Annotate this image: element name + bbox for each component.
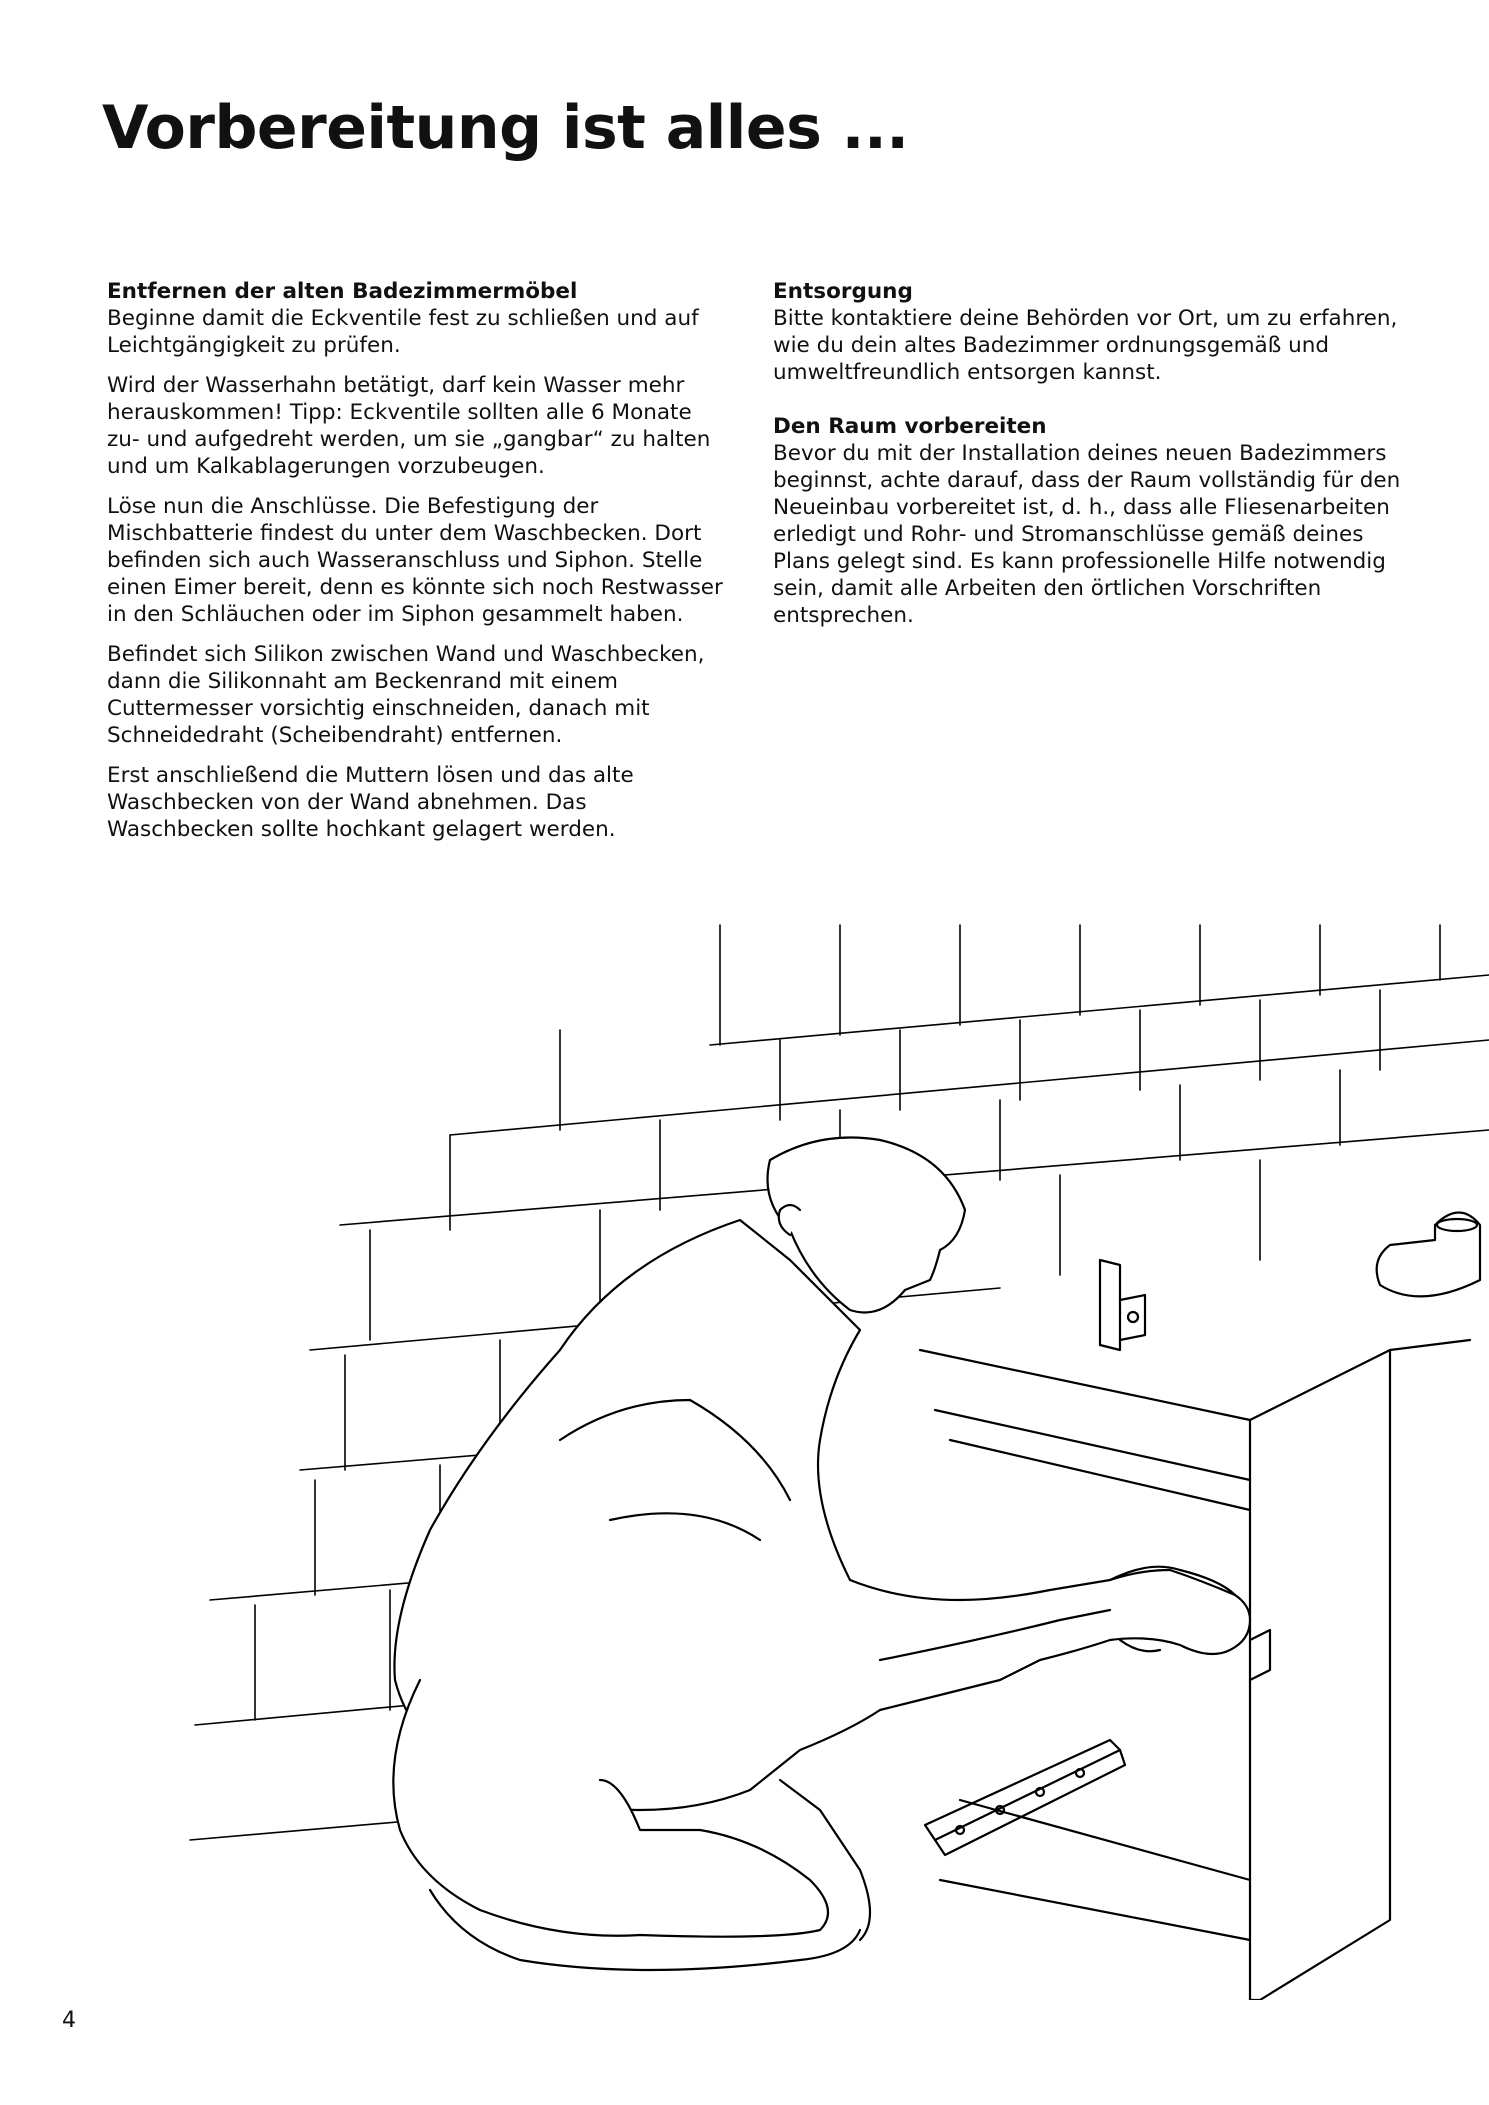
section-entsorgung-heading: Entsorgung — [773, 279, 913, 304]
right-column — [773, 278, 1413, 656]
left-paragraph-4: Befindet sich Silikon zwischen Wand und Waschbecken, dann die Silikonnaht am Beckenrand mit einem Cuttermesser vorsichtig einschneiden, danach mit Schneidedraht (Scheibendraht) entfernen. — [107, 642, 705, 748]
left-paragraph-2: Wird der Wasserhahn betätigt, darf kein Wasser mehr herauskommen! Tipp: Eckventile sollten alle 6 Monate zu- und aufgedreht werden, um sie „gangbar“ zu halten und um Kalkablagerungen vorzubeugen. — [107, 373, 711, 479]
left-paragraph-3: Löse nun die Anschlüsse. Die Befestigung der Mischbatterie findest du unter dem Waschbecken. Dort befinden sich auch Wasseranschluss und Siphon. Stelle einen Eimer bereit, denn es könnte sich noch Restwasser in den Schläuchen oder im Siphon gesammelt haben. — [107, 494, 723, 627]
page-number: 4 — [62, 2008, 76, 2033]
installation-illustration — [0, 880, 1489, 2000]
section-raum-text: Bevor du mit der Installation deines neuen Badezimmers beginnst, achte darauf, dass der Raum vollständig für den Neueinbau vorbereitet ist, d. h., dass alle Fliesenarbeiten erledigt und Rohr- und Stromanschlüsse gemäß deines Plans gelegt sind. Es kann professionelle Hilfe notwendig sein, damit alle Arbeiten den örtlichen Vorschriften entsprechen. — [773, 441, 1401, 628]
section-raum — [773, 413, 1413, 629]
section-entsorgung — [773, 278, 1413, 386]
section-raum-heading: Den Raum vorbereiten — [773, 414, 1047, 439]
left-paragraph-5: Erst anschließend die Muttern lösen und das alte Waschbecken von der Wand abnehmen. Das Waschbecken sollte hochkant gelagert werden. — [107, 763, 634, 842]
left-paragraph-1 — [107, 278, 727, 359]
section-entsorgung-text: Bitte kontaktiere deine Behörden vor Ort, um zu erfahren, wie du dein altes Badezimmer ordnungsgemäß und umweltfreundlich entsorgen kannst. — [773, 306, 1398, 385]
left-paragraph-1-text: Beginne damit die Eckventile fest zu schließen und auf Leichtgängigkeit zu prüfen. — [107, 306, 699, 358]
page-title: Vorbereitung ist alles ... — [102, 93, 909, 163]
left-column — [107, 278, 727, 856]
wall-pipe — [1377, 1213, 1480, 1297]
left-heading: Entfernen der alten Badezimmermöbel — [107, 279, 578, 304]
